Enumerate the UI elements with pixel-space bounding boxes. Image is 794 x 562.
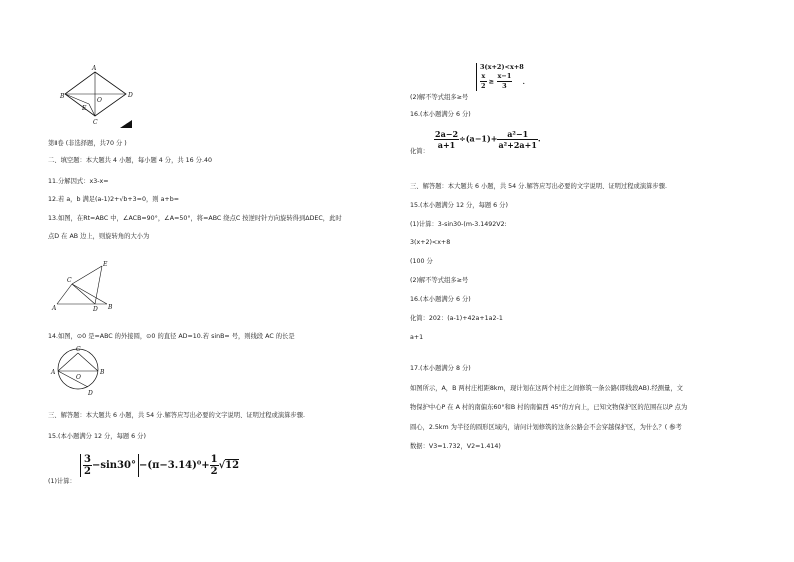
- fig2-label-b: B: [108, 304, 113, 311]
- fig3-label-o: O: [76, 374, 81, 381]
- question-12: 12.若 a，b 满足(a-1)2+√b+3=0，则 a+b=: [48, 196, 179, 203]
- expr2-f1-den: a+1: [437, 140, 456, 150]
- fig2-label-a: A: [52, 305, 57, 312]
- fig1-label-d: D: [128, 92, 133, 99]
- question-11: 11.分解因式：x3-x=: [48, 178, 109, 185]
- fig1-label-a: A: [92, 65, 97, 72]
- fig3-label-c: C: [76, 346, 81, 353]
- question-15-1-right: (1)计算：3-sin30-(m-3.1492V2:: [410, 221, 507, 228]
- question-17-line3: 圆心，2.5km 为半径的圆形区域内，请问计划修筑的这条公路会不会穿越保护区，为什么？( 参考: [410, 424, 682, 431]
- question-17-line2: 物保护中心P 在 A 村的南偏东60°和B 村的南偏西 45°的方向上，已知文物保护区的范围在以P 点为: [410, 404, 688, 411]
- question-13-line1: 13.如图，在Rt=ABC 中，∠ACB=90°，∠A=50°，将=ABC 绕点C 按逆时针方向旋转得到ΔDEC，此时: [48, 215, 342, 222]
- expr1-frac-a-den: 2: [84, 466, 91, 477]
- expr1-sin: −sin30°: [91, 460, 136, 471]
- fig3-label-a: A: [51, 369, 56, 376]
- rotation-figure: [52, 262, 122, 312]
- system-frac-b-num: x−1: [497, 72, 512, 80]
- question-17-line4: 数据：V3=1.732，V2=1.414): [410, 443, 501, 450]
- question-15-2-top: (2)解不等式组多≥号: [410, 94, 469, 101]
- expr2-f2-den: a²+2a+1: [498, 140, 537, 150]
- expr2-f1-num: 2a−2: [435, 129, 459, 139]
- fig3-label-b: B: [100, 369, 105, 376]
- fig1-label-c: C: [93, 119, 98, 126]
- expr1-frac-a-num: 3: [84, 454, 91, 465]
- system-tail: .: [522, 77, 525, 86]
- part2-title: 第Ⅱ卷 (非选择题，共70 分 ): [48, 140, 127, 147]
- expression-15-1: $\frac{3}{2}$ −sin30° −(π−3.14)⁰+ $\frac{1}{2}$ √12: [80, 454, 239, 477]
- inequality-system: [476, 63, 525, 91]
- question-17-title: 17.(本小题满分 8 分): [410, 365, 471, 372]
- fig2-label-e: E: [103, 261, 108, 268]
- expr2-mid: ÷(a−1)+: [459, 133, 498, 144]
- fig2-label-d: D: [93, 306, 98, 313]
- question-13-line2: 点D 在 AB 边上，则旋转角的大小为: [48, 233, 150, 240]
- inequality-text: 3(x+2)<x+8: [410, 239, 451, 246]
- question-15-title-left: 15.(本小题满分 12 分，每题 6 分): [48, 433, 146, 440]
- hundred-text: (100 分: [410, 258, 433, 265]
- rhombus-figure: [60, 64, 140, 134]
- section3-title-right: 三、解答题：本大题共 6 小题，共 54 分.解答应写出必要的文字说明、证明过程或演算步骤.: [410, 183, 668, 190]
- expr1-radical: 12: [225, 460, 240, 471]
- circle-figure: [48, 345, 110, 395]
- question-16-title-top: 16.(本小题满分 6 分): [410, 111, 471, 118]
- system-frac-b-den: 3: [502, 82, 507, 90]
- expression-16: [434, 129, 541, 150]
- expr2-f2-num: a²−1: [497, 129, 537, 140]
- section2-title: 二、填空题：本大题共 4 小题，每小题 4 分，共 16 分.40: [48, 157, 212, 164]
- section3-title-left: 三、解答题：本大题共 6 小题，共 54 分.解答应写出必要的文字说明、证明过程或演算步骤.: [48, 412, 306, 419]
- expr1-frac-b-num: 1: [210, 454, 218, 465]
- a-plus-1-text: a+1: [410, 334, 424, 341]
- expr1-frac-b-den: 2: [210, 466, 218, 477]
- fig1-label-b: B: [60, 93, 65, 100]
- question-16-title-right: 16.(本小题满分 6 分): [410, 296, 471, 303]
- question-15-2-right: (2)解不等式组多≥号: [410, 277, 469, 284]
- fig1-label-o: O: [97, 97, 102, 104]
- fig1-label-e: E: [82, 105, 87, 112]
- system-ge: ≥: [488, 77, 495, 86]
- expr1-mid: −(π−3.14)⁰+: [138, 460, 210, 471]
- question-15-1-label: (1)计算：: [48, 478, 76, 485]
- question-16-simplify: 化简：202：(a-1)+42a+1a2-1: [410, 315, 503, 322]
- fig2-label-c: C: [67, 277, 72, 284]
- question-14: 14.如图，⊙0 是=ABC 的外接圆，⊙0 的直径 AD=10.若 sinB= 号，则线段 AC 的长是: [48, 333, 295, 340]
- expr2-tail: .: [537, 133, 541, 144]
- question-17-line1: 如图所示，A，B 两村庄相距8km，现计划在这两个村庄之间修筑一条公路(即线段AB).经测量，文: [410, 385, 683, 392]
- system-frac-a-num: x: [481, 72, 486, 80]
- system-line1: 3(x+2)<x+8: [480, 63, 524, 71]
- system-frac-a-den: 2: [481, 82, 486, 90]
- fig3-label-d: D: [88, 390, 93, 397]
- question-16-label-top: 化简：: [410, 148, 429, 155]
- question-15-title-right: 15.(本小题满分 12 分，每题 6 分): [410, 202, 508, 209]
